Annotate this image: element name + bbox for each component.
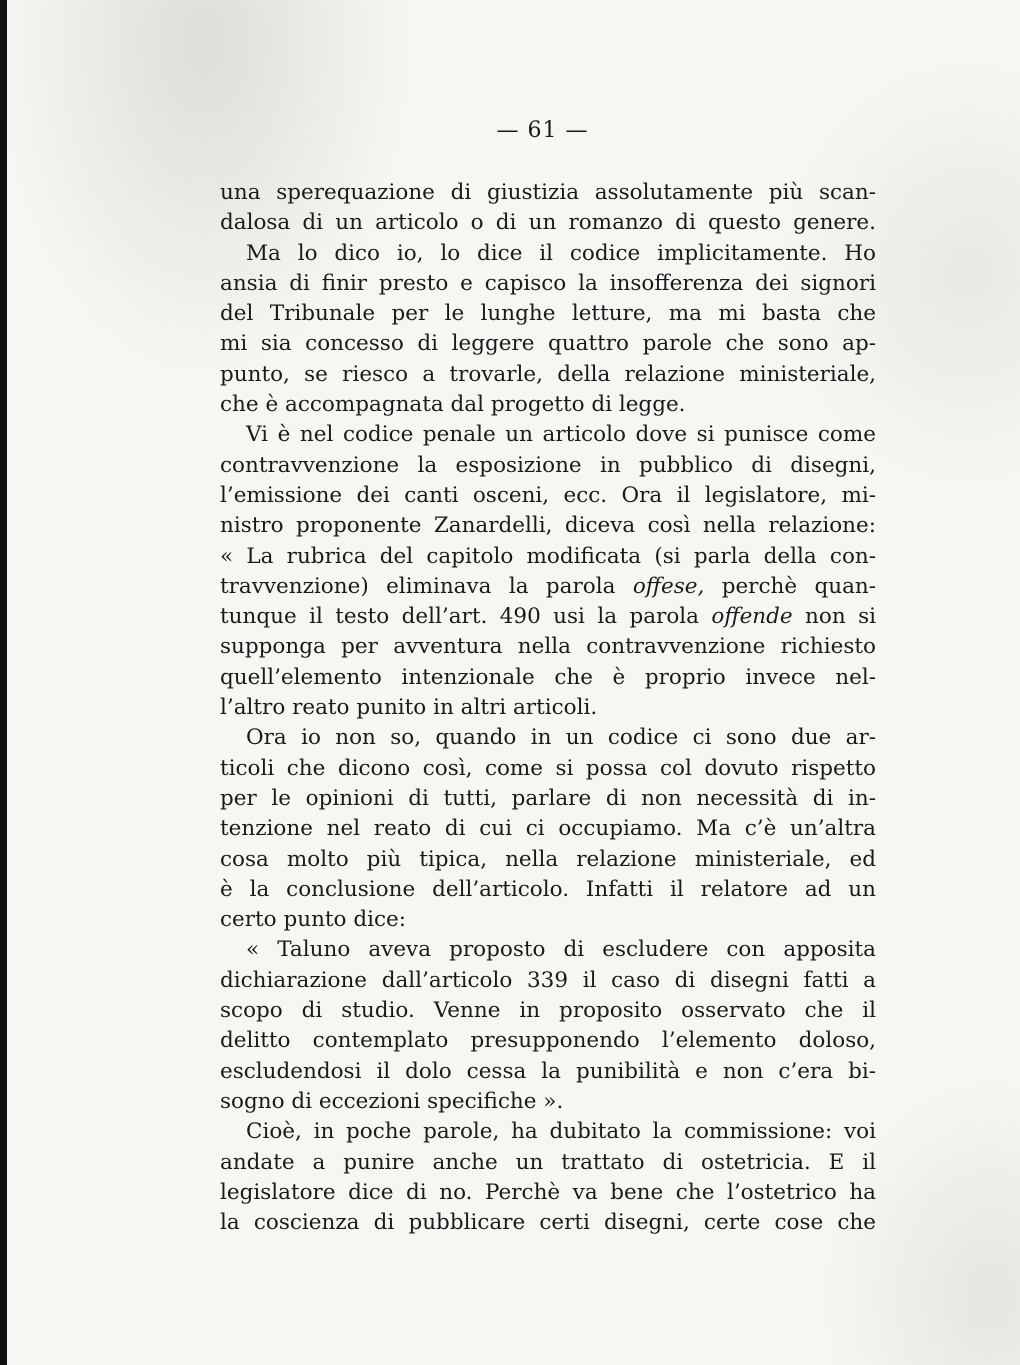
text-line: quell’elemento intenzionale che è proprio invece nel- (220, 664, 876, 690)
text-line: andate a punire anche un trattato di ostetricia. E il (220, 1149, 876, 1175)
text-line: mi sia concesso di leggere quattro parole che sono ap- (220, 331, 876, 357)
text-line: l’emissione dei canti osceni, ecc. Ora il legislatore, mi- (220, 482, 876, 508)
text-line: Cioè, in poche parole, ha dubitato la commissione: voi (246, 1119, 876, 1145)
text-line: dalosa di un articolo o di un romanzo di questo genere. (220, 210, 876, 236)
text-line: « Taluno aveva proposto di escludere con apposita (246, 937, 876, 963)
text-line: tenzione nel reato di cui ci occupiamo. Ma c’è un’altra (220, 816, 876, 842)
text-line (220, 602, 876, 632)
italic-word: offese, (632, 573, 705, 599)
text-segment: perchè quan- (704, 573, 876, 599)
text-line: scopo di studio. Venne in proposito osservato che il (220, 998, 876, 1024)
text-line: cosa molto più tipica, nella relazione ministeriale, ed (220, 846, 876, 872)
text-line: ticoli che dicono così, come si possa col dovuto rispetto (220, 755, 876, 781)
italic-word: offende (711, 604, 793, 630)
text-line: nistro proponente Zanardelli, diceva così nella relazione: (220, 513, 876, 539)
text-line: « La rubrica del capitolo modificata (si parla della con- (220, 543, 876, 569)
text-line: punto, se riesco a trovarle, della relazione ministeriale, (220, 361, 876, 387)
text-line: la coscienza di pubblicare certi disegni, certe cose che (220, 1210, 876, 1236)
text-line: una sperequazione di giustizia assolutamente più scan- (220, 180, 876, 205)
text-line: è la conclusione dell’articolo. Infatti il relatore ad un (220, 876, 876, 902)
text-line: Vi è nel codice penale un articolo dove si punisce come (246, 422, 876, 448)
text-line: escludendosi il dolo cessa la punibilità e non c’era bi- (220, 1058, 876, 1084)
text-line: certo punto dice: (220, 907, 406, 933)
binding-edge (0, 0, 7, 1365)
text-line: delitto contemplato presupponendo l’elemento doloso, (220, 1028, 876, 1054)
text-line: legislatore dice di no. Perchè va bene che l’ostetrico ha (220, 1179, 876, 1205)
page-number: — 61 — (496, 118, 589, 143)
text-line: del Tribunale per le lunghe letture, ma mi basta che (220, 301, 876, 327)
text-line: contravvenzione la esposizione in pubblico di disegni, (220, 452, 876, 478)
text-line (220, 572, 876, 602)
text-line: dichiarazione dall’articolo 339 il caso di disegni fatti a (220, 967, 876, 993)
text-segment: non si (792, 604, 877, 630)
text-segment: tunque il testo dell’art. 490 usi la parola (220, 604, 712, 630)
text-line: ansia di finir presto e capisco la insofferenza dei signori (220, 270, 876, 296)
text-line: Ma lo dico io, lo dice il codice implicitamente. Ho (246, 240, 876, 266)
text-line: l’altro reato punito in altri articoli. (220, 695, 598, 721)
text-line: sogno di eccezioni specifiche ». (220, 1088, 564, 1114)
text-line: che è accompagnata dal progetto di legge. (220, 392, 686, 418)
text-line: per le opinioni di tutti, parlare di non necessità di in- (220, 785, 876, 811)
text-segment: travvenzione) eliminava la parola (220, 573, 633, 599)
text-line: supponga per avventura nella contravvenzione richiesto (220, 634, 876, 660)
text-line: Ora io non so, quando in un codice ci sono due ar- (246, 725, 876, 751)
body-text (220, 178, 876, 1238)
